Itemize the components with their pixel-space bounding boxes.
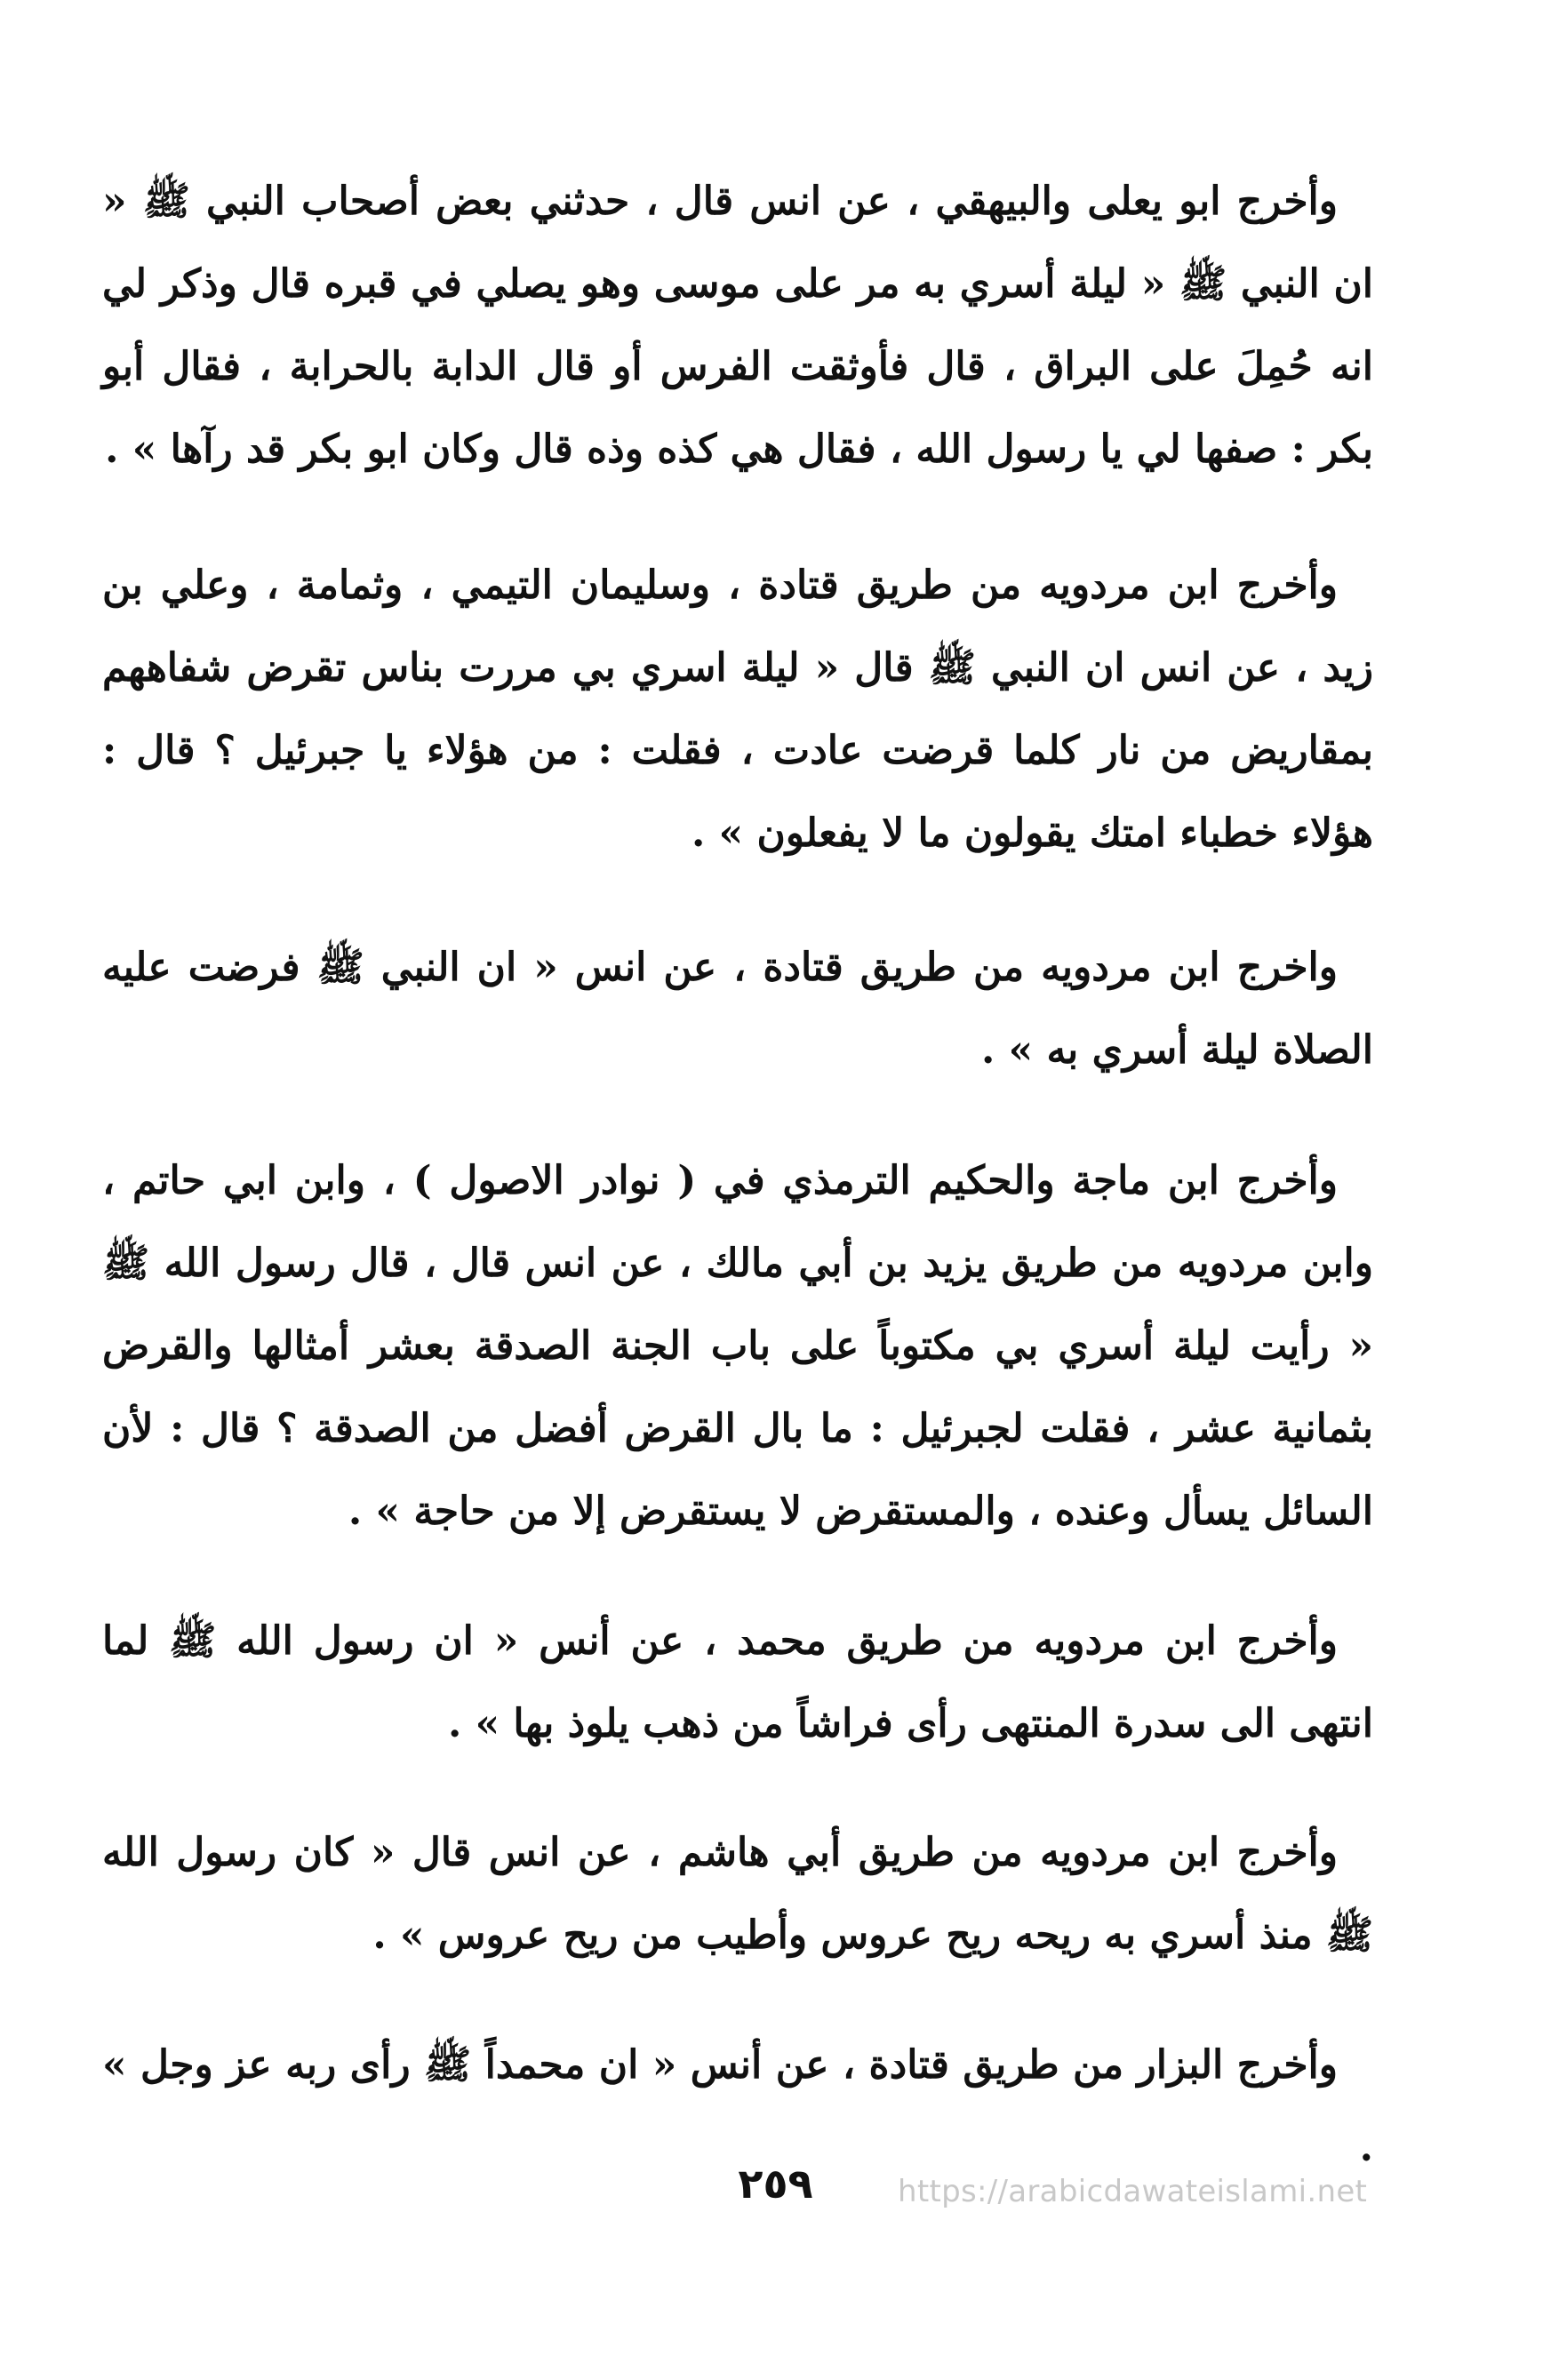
paragraph: وأخرج ابن مردويه من طريق قتادة ، وسليمان التيمي ، وثمامة ، وعلي بن زيد ، عن انس ان النبي ﷺ قال « ليلة اسري بي مررت بناس تقرض شفاههم بمقاريض من نار كلما قرضت عادت ، فقلت : من هؤلاء يا جبرئيل ؟ قال : هؤلاء خطباء امتك يقولون ما لا يفعلون » . xyxy=(102,563,1373,856)
paragraph: وأخرج ابن ماجة والحكيم الترمذي في ( نوادر الاصول ) ، وابن ابي حاتم ، وابن مردويه من طريق يزيد بن أبي مالك ، عن انس قال ، قال رسول الله ﷺ « رأيت ليلة أسري بي مكتوباً على باب الجنة الصدقة بعشر أمثالها والقرض بثمانية عشر ، فقلت لجبرئيل : ما بال القرض أفضل من الصدقة ؟ قال : لأن السائل يسأل وعنده ، والمستقرض لا يستقرض إلا من حاجة » . xyxy=(102,1158,1373,1534)
watermark-url: https://arabicdawateislami.net xyxy=(898,2174,1368,2209)
paragraph: وأخرج البزار من طريق قتادة ، عن أنس « ان محمداً ﷺ رأى ربه عز وجل » . xyxy=(102,2042,1373,2170)
paragraph: وأخرج ابن مردويه من طريق محمد ، عن أنس « ان رسول الله ﷺ لما انتهى الى سدرة المنتهى رأى فراشاً من ذهب يلوذ بها » . xyxy=(102,1618,1373,1746)
paragraph: وأخرج ابو يعلى والبيهقي ، عن انس قال ، حدثني بعض أصحاب النبي ﷺ « ان النبي ﷺ « ليلة أسري به مر على موسى وهو يصلي في قبره قال وذكر لي انه حُمِلَ على البراق ، قال فأوثقت الفرس أو قال الدابة بالحرابة ، فقال أبو بكر : صفها لي يا رسول الله ، فقال هي كذه وذه قال وكان ابو بكر قد رآها » . xyxy=(102,179,1373,472)
paragraph: واخرج ابن مردويه من طريق قتادة ، عن انس « ان النبي ﷺ فرضت عليه الصلاة ليلة أسري به » . xyxy=(102,945,1373,1073)
page-number: ٢٥٩ xyxy=(738,2160,813,2208)
paragraph: وأخرج ابن مردويه من طريق أبي هاشم ، عن انس قال « كان رسول الله ﷺ منذ أسري به ريحه ريح عروس وأطيب من ريح عروس » . xyxy=(102,1830,1373,1958)
